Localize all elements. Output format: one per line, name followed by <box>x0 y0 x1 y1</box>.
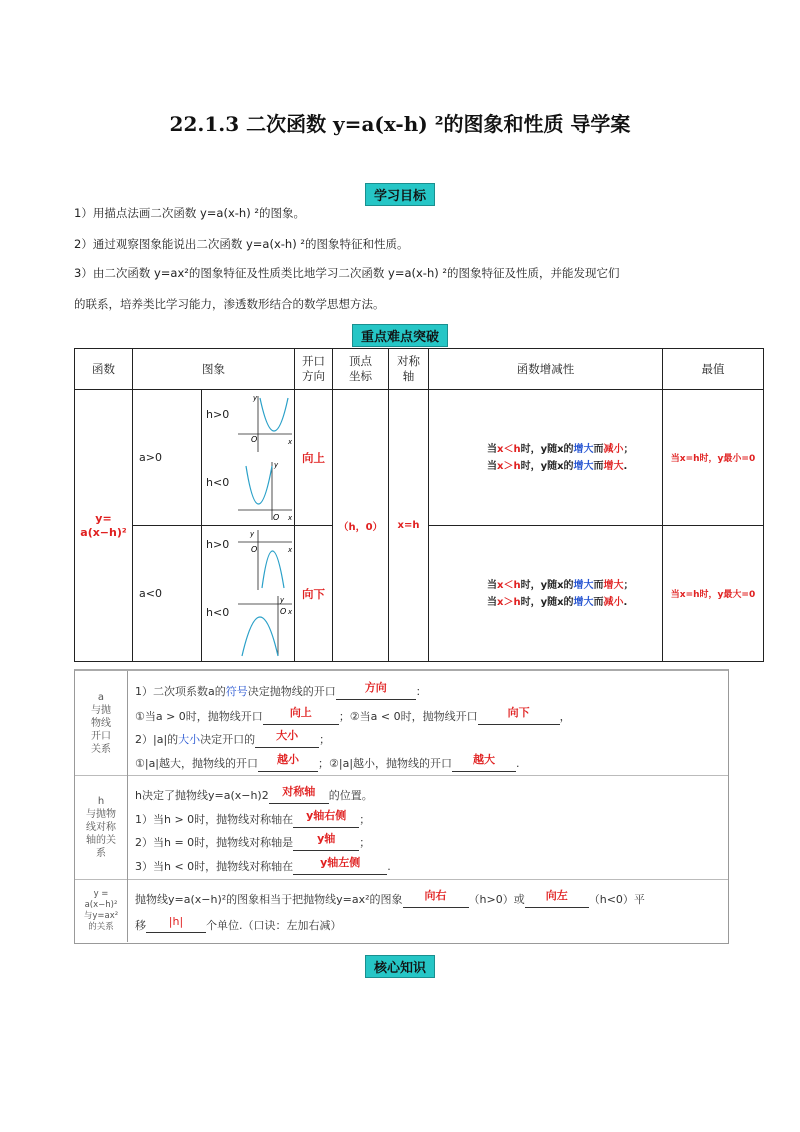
parabola-up-left-graph <box>238 458 292 522</box>
goal-3: 3）由二次函数 y=ax²的图象特征及性质类比地学习二次函数 y=a(x-h) ²的图象特征及性质，并能发现它们 <box>74 266 620 280</box>
relation-h-line-4: 3）当h < 0时，抛物线对称轴在 y轴左侧 . <box>135 856 391 873</box>
monotonicity-down-line-2: 当x＞h时，y随x的增大而减小. <box>487 596 628 608</box>
a-positive-label: a>0 <box>133 390 202 526</box>
function-cell: y= a(x−h)² <box>75 390 133 662</box>
goal-3-cont: 的联系，培养类比学习能力，渗透数形结合的数学思想方法。 <box>74 297 385 311</box>
h-negative-label-2: h<0 <box>206 606 230 619</box>
parabola-up-right-graph <box>238 392 292 456</box>
svg-text:O: O <box>251 545 258 554</box>
svg-text:y: y <box>280 596 285 604</box>
monotonicity-down-cell <box>429 526 663 662</box>
properties-table <box>74 348 764 662</box>
header-extremum: 最值 <box>663 349 764 390</box>
relation-h-line-1: h决定了抛物线y=a(x−h)2 对称轴 的位置。 <box>135 785 373 802</box>
monotonicity-up-line-2: 当x＞h时，y随x的增大而增大. <box>487 460 628 472</box>
relation-row-shift <box>75 879 728 942</box>
monotonicity-up-cell <box>429 390 663 526</box>
svg-text:y: y <box>250 530 255 538</box>
relation-a-line-2: ①当a > 0时，抛物线开口 向上 ；②当a < 0时，抛物线开口 向下 ， <box>135 706 571 723</box>
relation-head-h: h 与抛物 线对称 轴的关 系 <box>75 775 128 879</box>
svg-text:x: x <box>288 546 292 554</box>
goal-2: 2）通过观察图象能说出二次函数 y=a(x-h) ²的图象特征和性质。 <box>74 237 409 251</box>
svg-text:x: x <box>288 608 292 616</box>
header-monotonicity: 函数增减性 <box>429 349 663 390</box>
open-up-cell: 向上 <box>295 390 333 526</box>
header-graph: 图象 <box>133 349 295 390</box>
page-title: 22.1.3 二次函数 y=a(x-h) ²的图象和性质 导学案 <box>169 112 631 136</box>
relation-shift-line-1: 抛物线y=a(x−h)²的图象相当于把抛物线y=ax²的图象 向右 （h>0）或 向左 （h<0）平 <box>135 889 645 906</box>
monotonicity-up-line-1: 当x＜h时，y随x的增大而减小； <box>487 443 634 455</box>
vertex-cell: （h，0） <box>333 390 389 662</box>
relation-h-line-2: 1）当h > 0时，抛物线对称轴在 y轴右侧 ； <box>135 809 371 826</box>
section-heading-core: 核心知识 <box>0 955 800 978</box>
y-axis-label: y <box>253 394 258 402</box>
relation-shift-line-2: 移 |h| 个单位.（口诀：左加右减） <box>135 915 342 932</box>
parabola-down-left-graph <box>238 594 292 658</box>
svg-text:O: O <box>273 513 280 522</box>
h-positive-label: h>0 <box>206 408 230 421</box>
monotonicity-down-line-1: 当x＜h时，y随x的增大而增大； <box>487 579 634 591</box>
maximum-cell: 当x=h时，y最大=0 <box>663 526 764 662</box>
axis-cell: x=h <box>389 390 429 662</box>
relation-head-shift: y = a(x−h)² 与y=ax² 的关系 <box>75 879 128 942</box>
minimum-cell: 当x=h时，y最小=0 <box>663 390 764 526</box>
header-opening: 开口 方向 <box>295 349 333 390</box>
relations-table <box>74 669 729 944</box>
relation-row-h <box>75 775 728 880</box>
origin-label: O <box>251 435 258 444</box>
relation-row-a <box>75 671 728 776</box>
relation-a-line-1: 1）二次项系数a的符号决定抛物线的开口 方向 ： <box>135 681 427 698</box>
relation-a-line-3: 2）|a|的大小决定开口的 大小 ； <box>135 729 331 746</box>
header-axis: 对称 轴 <box>389 349 429 390</box>
relation-head-a: a 与抛 物线 开口 关系 <box>75 671 128 775</box>
section-heading-key: 重点难点突破 <box>0 324 800 347</box>
svg-text:y: y <box>274 461 279 469</box>
graphs-a-positive <box>202 390 295 526</box>
svg-text:x: x <box>288 514 292 522</box>
h-positive-label-2: h>0 <box>206 538 230 551</box>
a-negative-label: a<0 <box>133 526 202 662</box>
relation-a-line-4: ①|a|越大，抛物线的开口 越小 ；②|a|越小，抛物线的开口 越大 . <box>135 753 520 770</box>
parabola-down-right-graph <box>238 528 292 592</box>
open-down-cell: 向下 <box>295 526 333 662</box>
goal-1: 1）用描点法画二次函数 y=a(x-h) ²的图象。 <box>74 206 305 220</box>
graphs-a-negative <box>202 526 295 662</box>
x-axis-label: x <box>288 438 292 446</box>
svg-text:O: O <box>280 607 287 616</box>
section-heading-goals: 学习目标 <box>0 183 800 206</box>
relation-h-line-3: 2）当h = 0时，抛物线对称轴是 y轴 ； <box>135 832 371 849</box>
header-vertex: 顶点 坐标 <box>333 349 389 390</box>
h-negative-label: h<0 <box>206 476 230 489</box>
header-function: 函数 <box>75 349 133 390</box>
